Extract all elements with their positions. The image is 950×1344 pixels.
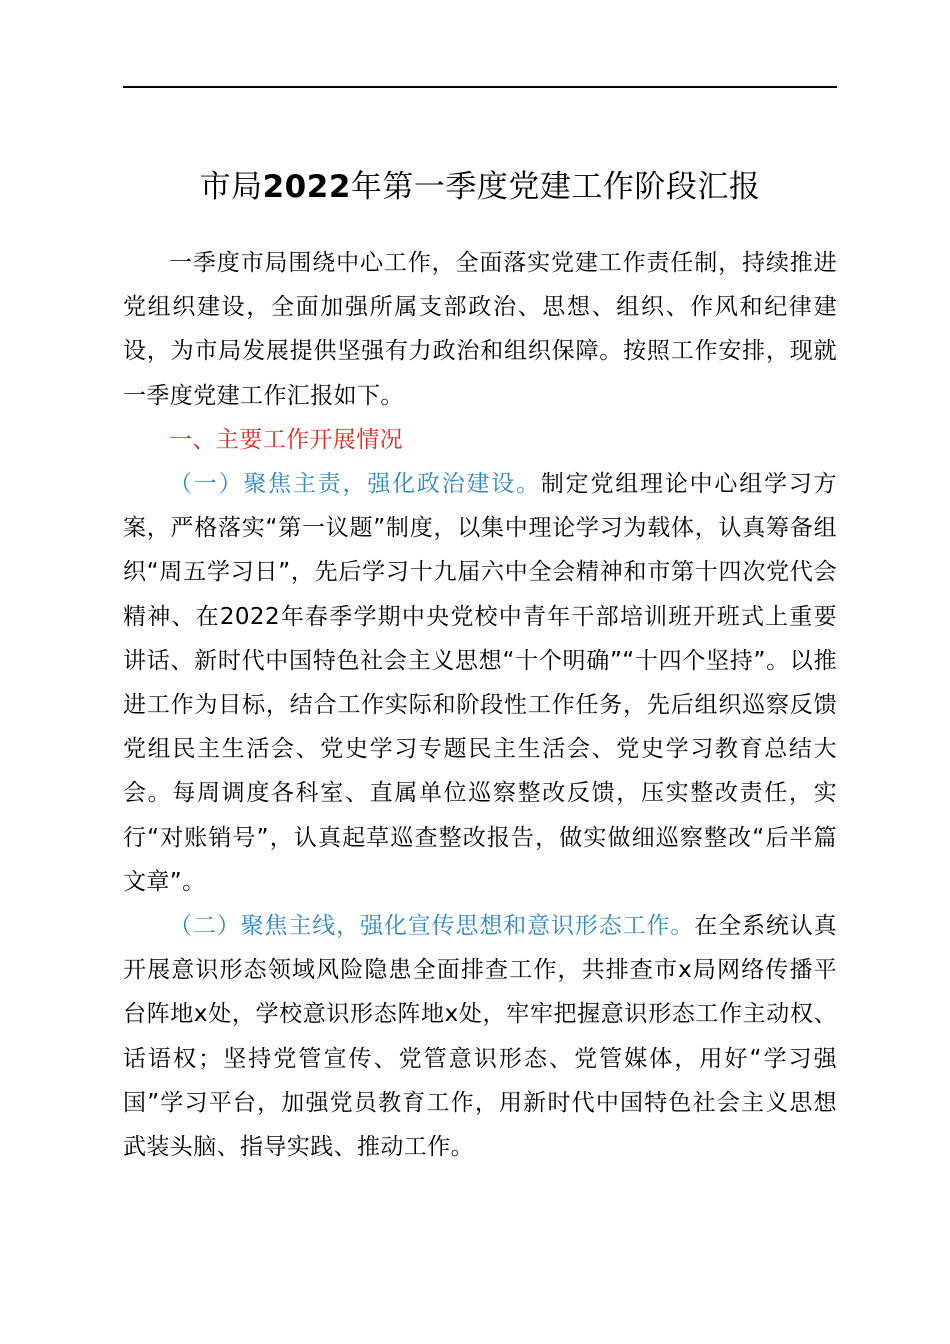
- subsection-paragraph-2: [123, 904, 837, 1169]
- title-suffix: 年第一季度党建工作阶段汇报: [350, 169, 761, 205]
- subsection-text-1: 制定党组理论中心组学习方案，严格落实“第一议题”制度，以集中理论学习为载体，认真筹备组织“周五学习日”，先后学习十九届六中全会精神和市第十四次党代会精神、在2022年春季学期中央党校中青年干部培训班开班式上重要讲话、新时代中国特色社会主义思想“十个明确”“十四个坚持”。以推进工作为目标，结合工作实际和阶段性工作任务，先后组织巡察反馈党组民主生活会、党史学习专题民主生活会、党史学习教育总结大会。每周调度各科室、直属单位巡察整改反馈，压实整改责任，实行“对账销号”，认真起草巡查整改报告，做实做细巡察整改“后半篇文章”。: [123, 471, 838, 895]
- title-year: 2022: [262, 169, 351, 205]
- document-title: [123, 160, 837, 214]
- subsection-paragraph-1: [123, 462, 837, 904]
- document-body: [123, 241, 837, 1169]
- intro-paragraph: 一季度市局围绕中心工作，全面落实党建工作责任制，持续推进党组织建设，全面加强所属支部政治、思想、组织、作风和纪律建设，为市局发展提供坚强有力政治和组织保障。按照工作安排，现就一季度党建工作汇报如下。: [123, 250, 837, 409]
- title-prefix: 市局: [199, 169, 263, 205]
- subsection-heading-1: （一）聚焦主责，强化政治建设。: [169, 471, 541, 498]
- section-heading-main-work: 一、主要工作开展情况: [169, 426, 403, 453]
- subsection-text-2: 在全系统认真开展意识形态领域风险隐患全面排查工作，共排查市x局网络传播平台阵地x处，学校意识形态阵地x处，牢牢把握意识形态工作主动权、话语权；坚持党管宣传、党管意识形态、党管媒体，用好“学习强国”学习平台，加强党员教育工作，用新时代中国特色社会主义思想武装头脑、指导实践、推动工作。: [123, 913, 837, 1161]
- subsection-heading-2: （二）聚焦主线，强化宣传思想和意识形态工作。: [169, 913, 695, 940]
- header-rule: [123, 86, 837, 88]
